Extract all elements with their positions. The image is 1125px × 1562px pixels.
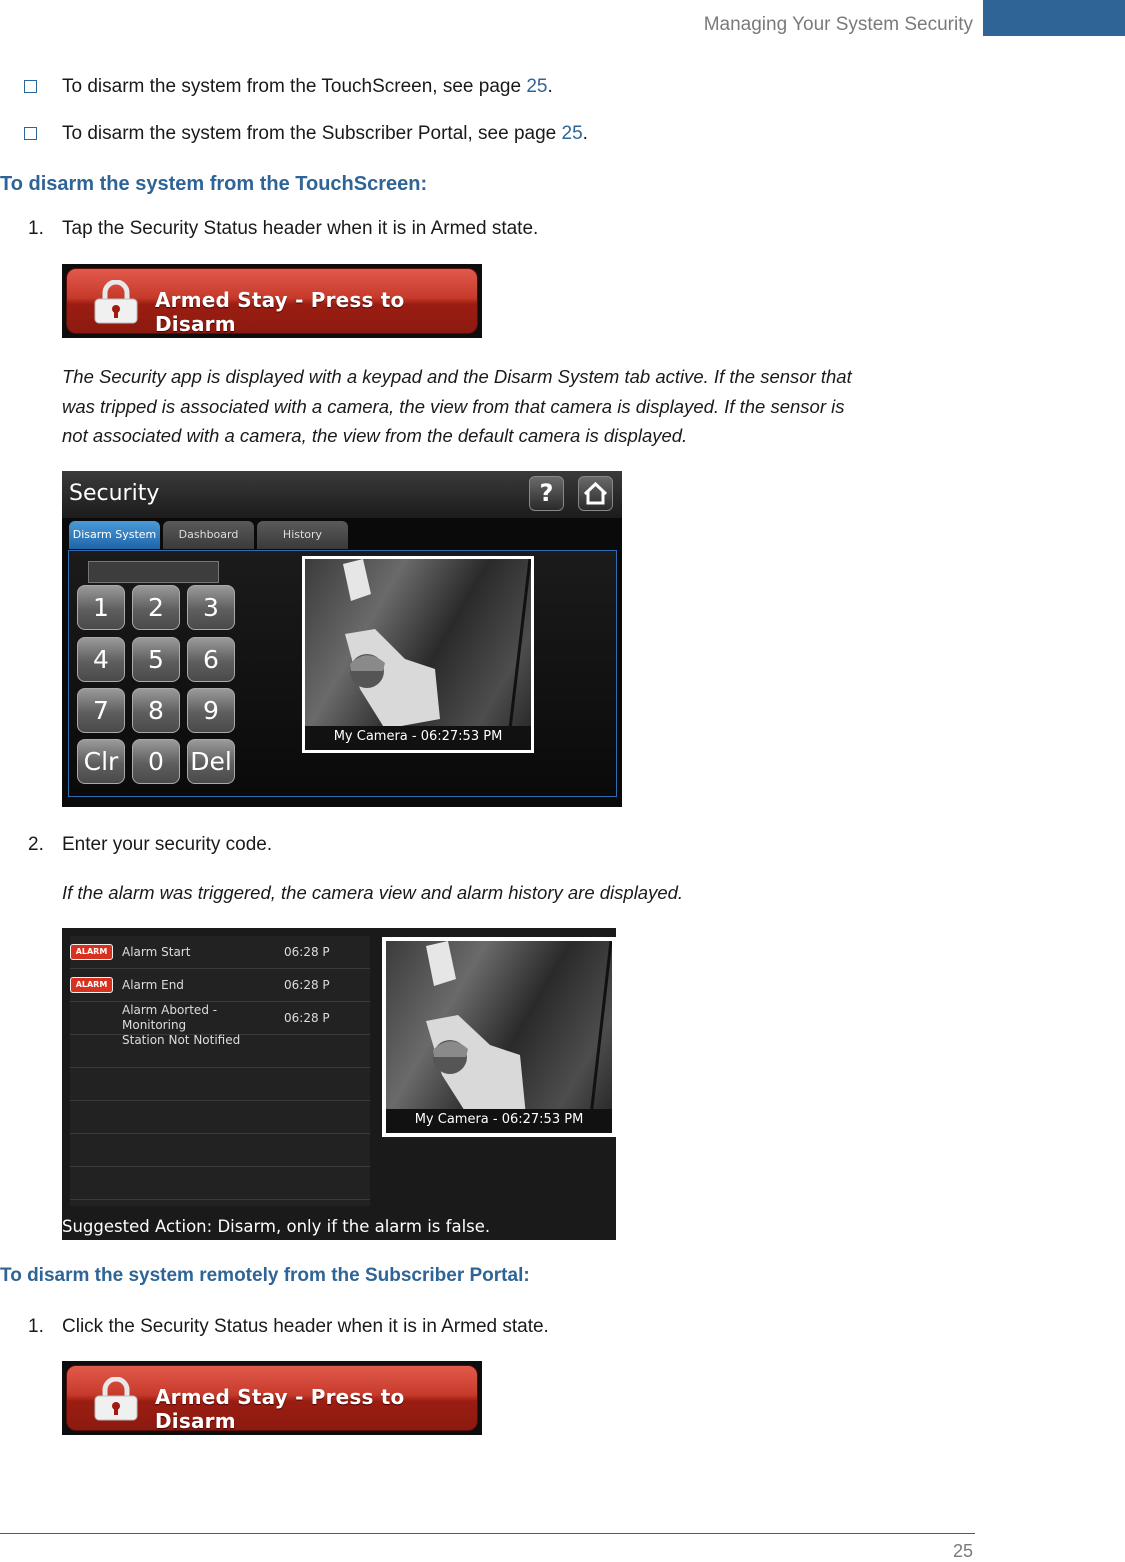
tab-dashboard[interactable]: Dashboard <box>163 521 254 549</box>
page-link[interactable]: 25 <box>526 76 548 97</box>
armed-status-image <box>62 1361 482 1435</box>
suggested-action: Suggested Action: Disarm, only if the alarm is false. <box>62 1217 491 1236</box>
lock-icon <box>91 280 141 324</box>
step-number: 1. <box>28 218 44 239</box>
tab-history[interactable]: History <box>257 521 348 549</box>
camera-view[interactable] <box>382 937 616 1137</box>
alarm-row[interactable] <box>70 969 370 1002</box>
alarm-event: Alarm Start <box>122 945 191 959</box>
alarm-row[interactable] <box>70 1002 370 1047</box>
key-7[interactable]: 7 <box>77 688 125 733</box>
running-header: Managing Your System Security <box>703 14 973 35</box>
key-8[interactable]: 8 <box>132 688 180 733</box>
note-line: not associated with a camera, the view from the default camera is displayed. <box>62 425 688 446</box>
alarm-history-list <box>70 936 370 1206</box>
key-6[interactable]: 6 <box>187 637 235 682</box>
alarm-row-empty <box>70 1101 370 1134</box>
alarm-row-empty <box>70 1167 370 1200</box>
key-delete[interactable]: Del <box>187 739 235 784</box>
key-3[interactable]: 3 <box>187 585 235 630</box>
step-text: Click the Security Status header when it is in Armed state. <box>62 1316 549 1337</box>
armed-status-image <box>62 264 482 338</box>
note-paragraph <box>62 362 852 451</box>
bullet-end: . <box>547 76 553 97</box>
camera-scene-icon <box>386 941 612 1116</box>
bullet-item <box>62 123 588 145</box>
security-titlebar <box>62 471 622 518</box>
key-4[interactable]: 4 <box>77 637 125 682</box>
armed-stay-button[interactable] <box>66 268 478 334</box>
tab-disarm-system[interactable]: Disarm System <box>69 521 160 549</box>
key-clear[interactable]: Clr <box>77 739 125 784</box>
armed-label: Armed Stay - Press to Disarm <box>155 288 405 336</box>
alarm-row-empty <box>70 1068 370 1101</box>
alarm-event-line: Alarm Aborted - Monitoring <box>122 1003 218 1032</box>
note-line: was tripped is associated with a camera, the view from that camera is displayed. If the sensor is <box>62 395 845 417</box>
camera-image <box>386 941 612 1133</box>
key-2[interactable]: 2 <box>132 585 180 630</box>
disarm-panel <box>68 550 617 797</box>
note-paragraph: If the alarm was triggered, the camera view and alarm history are displayed. <box>62 882 684 903</box>
alarm-row[interactable] <box>70 936 370 969</box>
alarm-event: Alarm End <box>122 978 184 992</box>
armed-label: Armed Stay - Press to Disarm <box>155 1385 405 1433</box>
step-text: Tap the Security Status header when it is in Armed state. <box>62 218 539 239</box>
alarm-badge: ALARM <box>70 944 113 960</box>
camera-image <box>305 559 531 750</box>
security-app-screenshot <box>62 471 622 807</box>
page-number: 25 <box>952 1541 973 1561</box>
section-heading: To disarm the system remotely from the Subscriber Portal: <box>0 1265 530 1286</box>
step-text: Enter your security code. <box>62 834 273 855</box>
code-input[interactable] <box>88 561 219 583</box>
camera-view[interactable] <box>302 556 534 753</box>
checkbox-bullet-icon <box>24 80 37 93</box>
key-1[interactable]: 1 <box>77 585 125 630</box>
header-accent-bar <box>983 0 1125 36</box>
camera-scene-icon <box>305 559 531 729</box>
checkbox-bullet-icon <box>24 127 37 140</box>
key-9[interactable]: 9 <box>187 688 235 733</box>
alarm-event-line: Station Not Notified <box>122 1033 241 1047</box>
alarm-row-empty <box>70 1134 370 1167</box>
note-line: The Security app is displayed with a keypad and the Disarm System tab active. If the sensor that <box>62 366 852 387</box>
lock-icon <box>91 1377 141 1421</box>
section-heading: To disarm the system from the TouchScreen: <box>0 173 428 195</box>
page-link[interactable]: 25 <box>561 123 583 144</box>
alarm-time: 06:28 P <box>284 1011 330 1025</box>
camera-caption: My Camera - 06:27:53 PM <box>386 1109 612 1133</box>
step-number: 1. <box>28 1316 44 1337</box>
key-0[interactable]: 0 <box>132 739 180 784</box>
alarm-badge: ALARM <box>70 977 113 993</box>
alarm-history-screenshot <box>62 928 616 1240</box>
bullet-end: . <box>582 123 588 144</box>
footer-rule <box>0 1533 975 1534</box>
armed-stay-button[interactable] <box>66 1365 478 1431</box>
alarm-time: 06:28 P <box>284 978 330 992</box>
bullet-text: To disarm the system from the TouchScreen, see page <box>62 76 527 97</box>
bullet-item <box>62 76 553 98</box>
help-icon[interactable]: ? <box>529 476 564 511</box>
key-5[interactable]: 5 <box>132 637 180 682</box>
bullet-text: To disarm the system from the Subscriber Portal, see page <box>62 123 562 144</box>
security-title: Security <box>69 481 160 506</box>
alarm-time: 06:28 P <box>284 945 330 959</box>
home-icon[interactable] <box>578 476 613 511</box>
camera-caption: My Camera - 06:27:53 PM <box>305 726 531 750</box>
step-number: 2. <box>28 834 44 855</box>
alarm-row-empty <box>70 1035 370 1068</box>
